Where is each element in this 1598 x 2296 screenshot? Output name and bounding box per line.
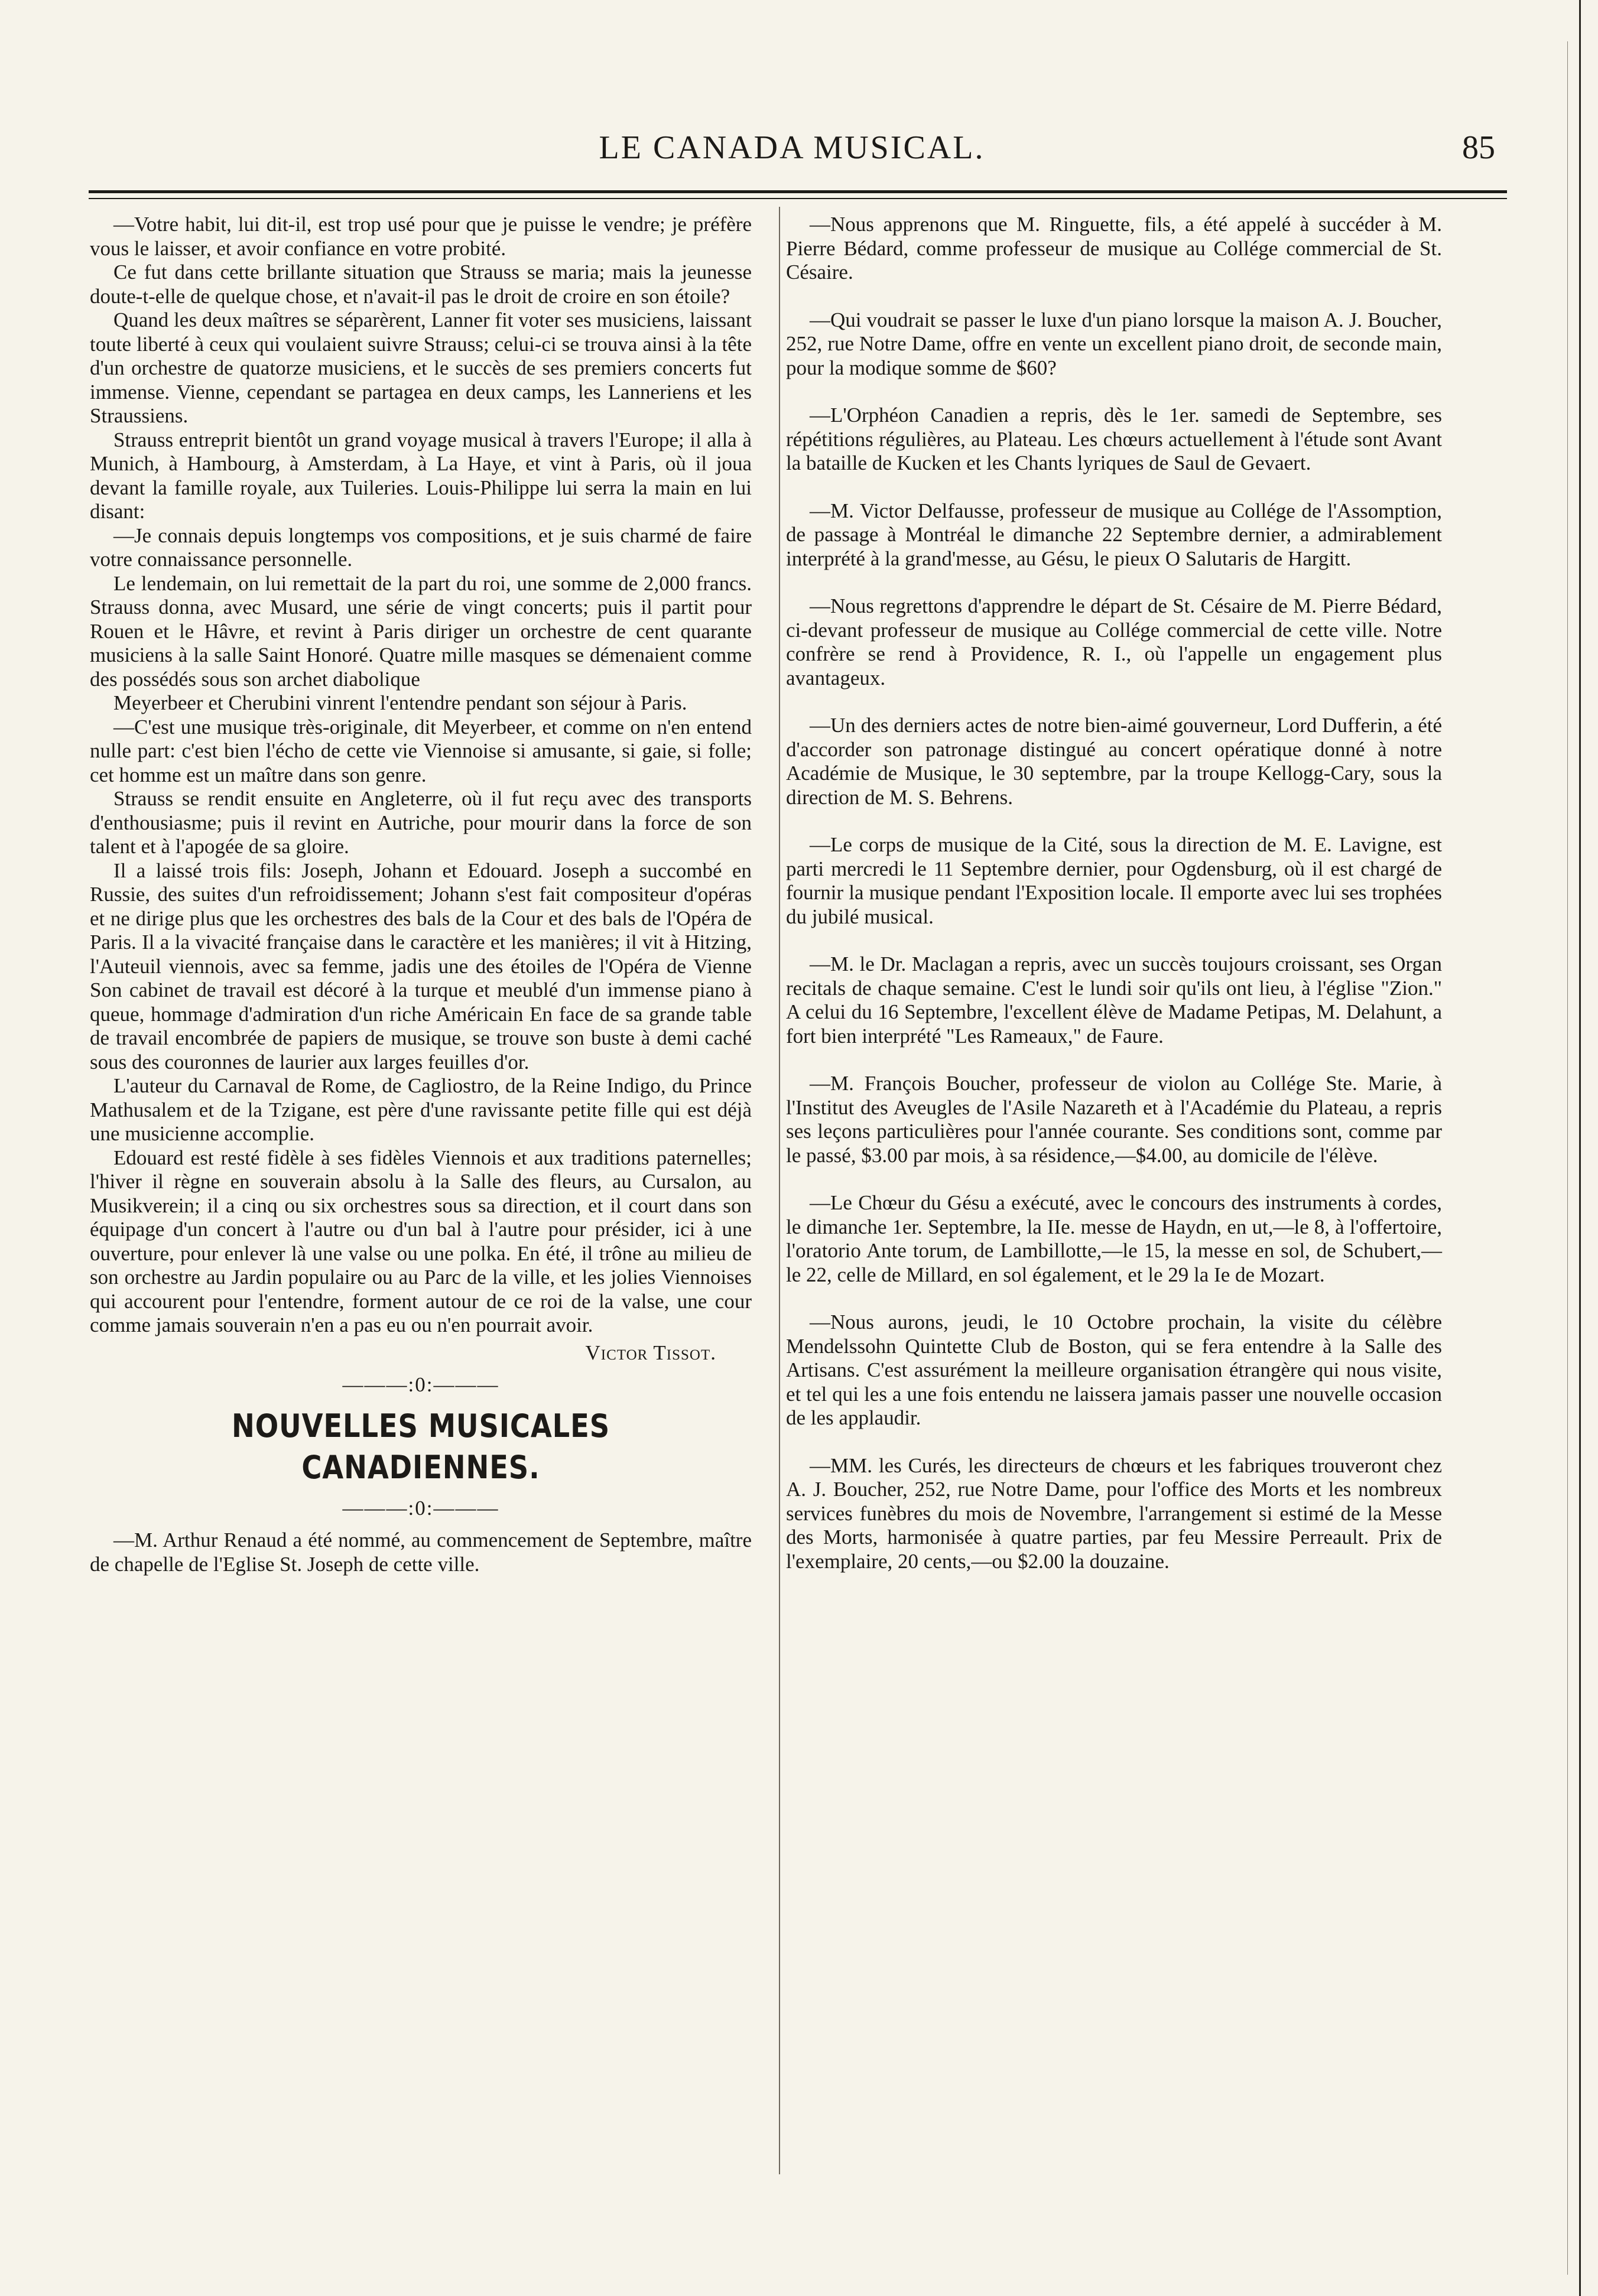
news-item: —Nous apprenons que M. Ringuette, fils, a été appelé à succéder à M. Pierre Bédard, comme professeur de musique au Collége commercial de St. Césaire. <box>786 213 1442 284</box>
header-rule-thin <box>89 198 1507 199</box>
article-paragraph: —Je connais depuis longtemps vos compositions, et je suis charmé de faire votre connaissance personnelle. <box>90 523 752 571</box>
article-paragraph: L'auteur du Carnaval de Rome, de Cagliostro, de la Reine Indigo, du Prince Mathusalem et de la Tzigane, est père d'une ravissante petite fille qui est déjà une musicienne accomplie. <box>90 1074 752 1145</box>
article-paragraph: Ce fut dans cette brillante situation que Strauss se maria; mais la jeunesse doute-t-elle de quelque chose, et n'avait-il pas le droit de croire en son étoile? <box>90 261 752 308</box>
right-column <box>786 213 1442 1573</box>
header-rule-thick <box>89 190 1507 193</box>
section-ornament: ———:0:——— <box>342 1373 499 1396</box>
page-header <box>89 118 1495 183</box>
news-item: —Un des derniers actes de notre bien-aimé gouverneur, Lord Dufferin, a été d'accorder son patronage distingué au concert opératique donné à notre Académie de Musique, le 30 septembre, par la troupe Kellogg-Cary, sous la direction de M. S. Behrens. <box>786 714 1442 809</box>
article-paragraph: Strauss se rendit ensuite en Angleterre, où il fut reçu avec des transports d'enthousiasme; puis il revint en Autriche, pour mourir dans la force de son talent et à l'apogée de sa gloire. <box>90 787 752 858</box>
article-paragraph: —Votre habit, lui dit-il, est trop usé pour que je puisse le vendre; je préfère vous le laisser, et avoir confiance en votre probité. <box>90 213 752 260</box>
article-paragraph: Edouard est resté fidèle à ses fidèles Viennois et aux traditions paternelles; l'hiver il règne en souverain absolu à la Salle des fleurs, au Cursalon, au Musikverein; il a cinq ou six orchestres sous sa direction, et il court dans son équipage d'un concert à l'autre ou d'un bal à l'autre pour présider, ici à une ouverture, pour enlever là une valse ou une polka. En été, il trône au milieu de son orchestre au Jardin populaire ou au Parc de la ville, et les jolies Viennoises qui accourent pour l'entendre, forment autour de ce roi de la valse, une cour comme jamais souverain n'en a pas eu ou n'en pourrait avoir. <box>90 1146 752 1336</box>
page-number: 85 <box>1462 129 1495 166</box>
author-signature: Victor Tissot. <box>585 1341 716 1364</box>
article-paragraph: Le lendemain, on lui remettait de la part du roi, une somme de 2,000 francs. Strauss donna, avec Musard, une série de vingt concerts; puis il partit pour Rouen et le Hâvre, et revint à Paris diriger un orchestre de cent quarante musiciens à la salle Saint Honoré. Quatre mille masques se démenaient comme des possédés sous son archet diabolique <box>90 571 752 691</box>
news-item: —M. François Boucher, professeur de violon au Collége Ste. Marie, à l'Institut des Aveugles de l'Asile Nazareth et à l'Académie du Plateau, a repris ses leçons particulières pour l'année courante. Ses conditions sont, comme par le passé, $3.00 par mois, à sa résidence,—$4.00, au domicile de l'élève. <box>786 1072 1442 1167</box>
section-heading: NOUVELLES MUSICALES CANADIENNES. <box>231 1407 610 1486</box>
running-title: LE CANADA MUSICAL. <box>599 129 985 166</box>
section-ornament: ———:0:——— <box>342 1496 499 1520</box>
news-item: —Qui voudrait se passer le luxe d'un piano lorsque la maison A. J. Boucher, 252, rue Notre Dame, offre en vente un excellent piano droit, de seconde main, pour la modique somme de $60? <box>786 308 1442 379</box>
article-paragraph: Il a laissé trois fils: Joseph, Johann et Edouard. Joseph a succombé en Russie, des suites d'un refroidissement; Johann s'est fait compositeur d'opéras et ne dirige plus que les orchestres des bals de la Cour et des bals de l'Opéra de Paris. Il a la vivacité française dans le caractère et les manières; il vit à Hitzing, l'Auteuil viennois, avec sa femme, jadis une des étoiles de l'Opéra de Vienne Son cabinet de travail est décoré à la turque et meublé d'un immense piano à queue, hommage d'admiration d'un riche Américain En face de sa grande table de travail encombrée de papiers de musique, se trouve son buste à demi caché sous des couronnes de laurier aux larges feuilles d'or. <box>90 858 752 1074</box>
news-item: —M. Victor Delfausse, professeur de musique au Collége de l'Assomption, de passage à Montréal le dimanche 22 Septembre dernier, a admirablement interprété à la grand'messe, au Gésu, le pieux O Salutaris de Hargitt. <box>786 499 1442 570</box>
page-edge-line <box>1567 41 1568 2275</box>
article-paragraph: Strauss entreprit bientôt un grand voyage musical à travers l'Europe; il alla à Munich, à Hambourg, à Amsterdam, à La Haye, et vint à Paris, où il joua devant la famille royale, aux Tuileries. Louis-Philippe lui serra la main en lui disant: <box>90 428 752 523</box>
news-item: —M. Arthur Renaud a été nommé, au commencement de Septembre, maître de chapelle de l'Eglise St. Joseph de cette ville. <box>90 1529 752 1576</box>
news-item: —L'Orphéon Canadien a repris, dès le 1er. samedi de Septembre, ses répétitions régulières, au Plateau. Les chœurs actuellement à l'étude sont Avant la bataille de Kucken et les Chants lyriques de Saul de Gevaert. <box>786 404 1442 474</box>
column-divider <box>779 207 780 2174</box>
news-item: —M. le Dr. Maclagan a repris, avec un succès toujours croissant, ses Organ recitals de chaque semaine. C'est le lundi soir qu'ils ont lieu, à l'église "Zion." A celui du 16 Septembre, l'excellent élève de Madame Petipas, M. Delahunt, a fort bien interprété "Les Rameaux," de Faure. <box>786 952 1442 1048</box>
news-item: —MM. les Curés, les directeurs de chœurs et les fabriques trouveront chez A. J. Boucher, 252, rue Notre Dame, pour l'office des Morts et les nombreux services funèbres du mois de Novembre, l'arrangement si estimé de la Messe des Morts, harmonisée à quatre parties, par feu Messire Perreault. Prix de l'exemplaire, 20 cents,—ou $2.00 la douzaine. <box>786 1453 1442 1573</box>
page-edge-border <box>1579 0 1581 2296</box>
left-column <box>90 213 752 1576</box>
news-item: —Le Chœur du Gésu a exécuté, avec le concours des instruments à cordes, le dimanche 1er. Septembre, la IIe. messe de Haydn, en ut,—le 8, à l'offertoire, l'oratorio Ante torum, de Lambillotte,—le 15, la messe en sol, de Schubert,—le 22, celle de Millard, en sol également, et le 29 la Ie de Mozart. <box>786 1191 1442 1286</box>
news-item: —Nous aurons, jeudi, le 10 Octobre prochain, la visite du célèbre Mendelssohn Quintette Club de Boston, qui se fera entendre à la Salle des Artisans. C'est assurément la meilleure organisation étrangère qui nous visite, et tel qui les a une fois entendu ne laissera jamais passer une nouvelle occasion de les applaudir. <box>786 1310 1442 1429</box>
article-paragraph: Meyerbeer et Cherubini vinrent l'entendre pendant son séjour à Paris. <box>113 691 687 714</box>
news-item: —Nous regrettons d'apprendre le départ de St. Césaire de M. Pierre Bédard, ci-devant professeur de musique au Collége commercial de cette ville. Notre confrère se rend à Providence, R. I., où l'appelle un engagement plus avantageux. <box>786 594 1442 690</box>
news-item: —Le corps de musique de la Cité, sous la direction de M. E. Lavigne, est parti mercredi le 11 Septembre dernier, pour Ogdensburg, où il est chargé de fournir la musique pendant l'Exposition locale. Il emporte avec lui ses trophées du jubilé musical. <box>786 833 1442 928</box>
article-paragraph: —C'est une musique très-originale, dit Meyerbeer, et comme on n'en entend nulle part: c'est bien l'écho de cette vie Viennoise si amusante, si gaie, si folle; cet homme est un maître dans son genre. <box>90 715 752 786</box>
article-paragraph: Quand les deux maîtres se séparèrent, Lanner fit voter ses musiciens, laissant toute liberté à ceux qui voulaient suivre Strauss; celui-ci se trouva ainsi à la tête d'un orchestre de quatorze musiciens, et le succès de ses premiers concerts fut immense. Vienne, cependant se partagea en deux camps, les Lanneriens et les Straussiens. <box>90 308 752 427</box>
